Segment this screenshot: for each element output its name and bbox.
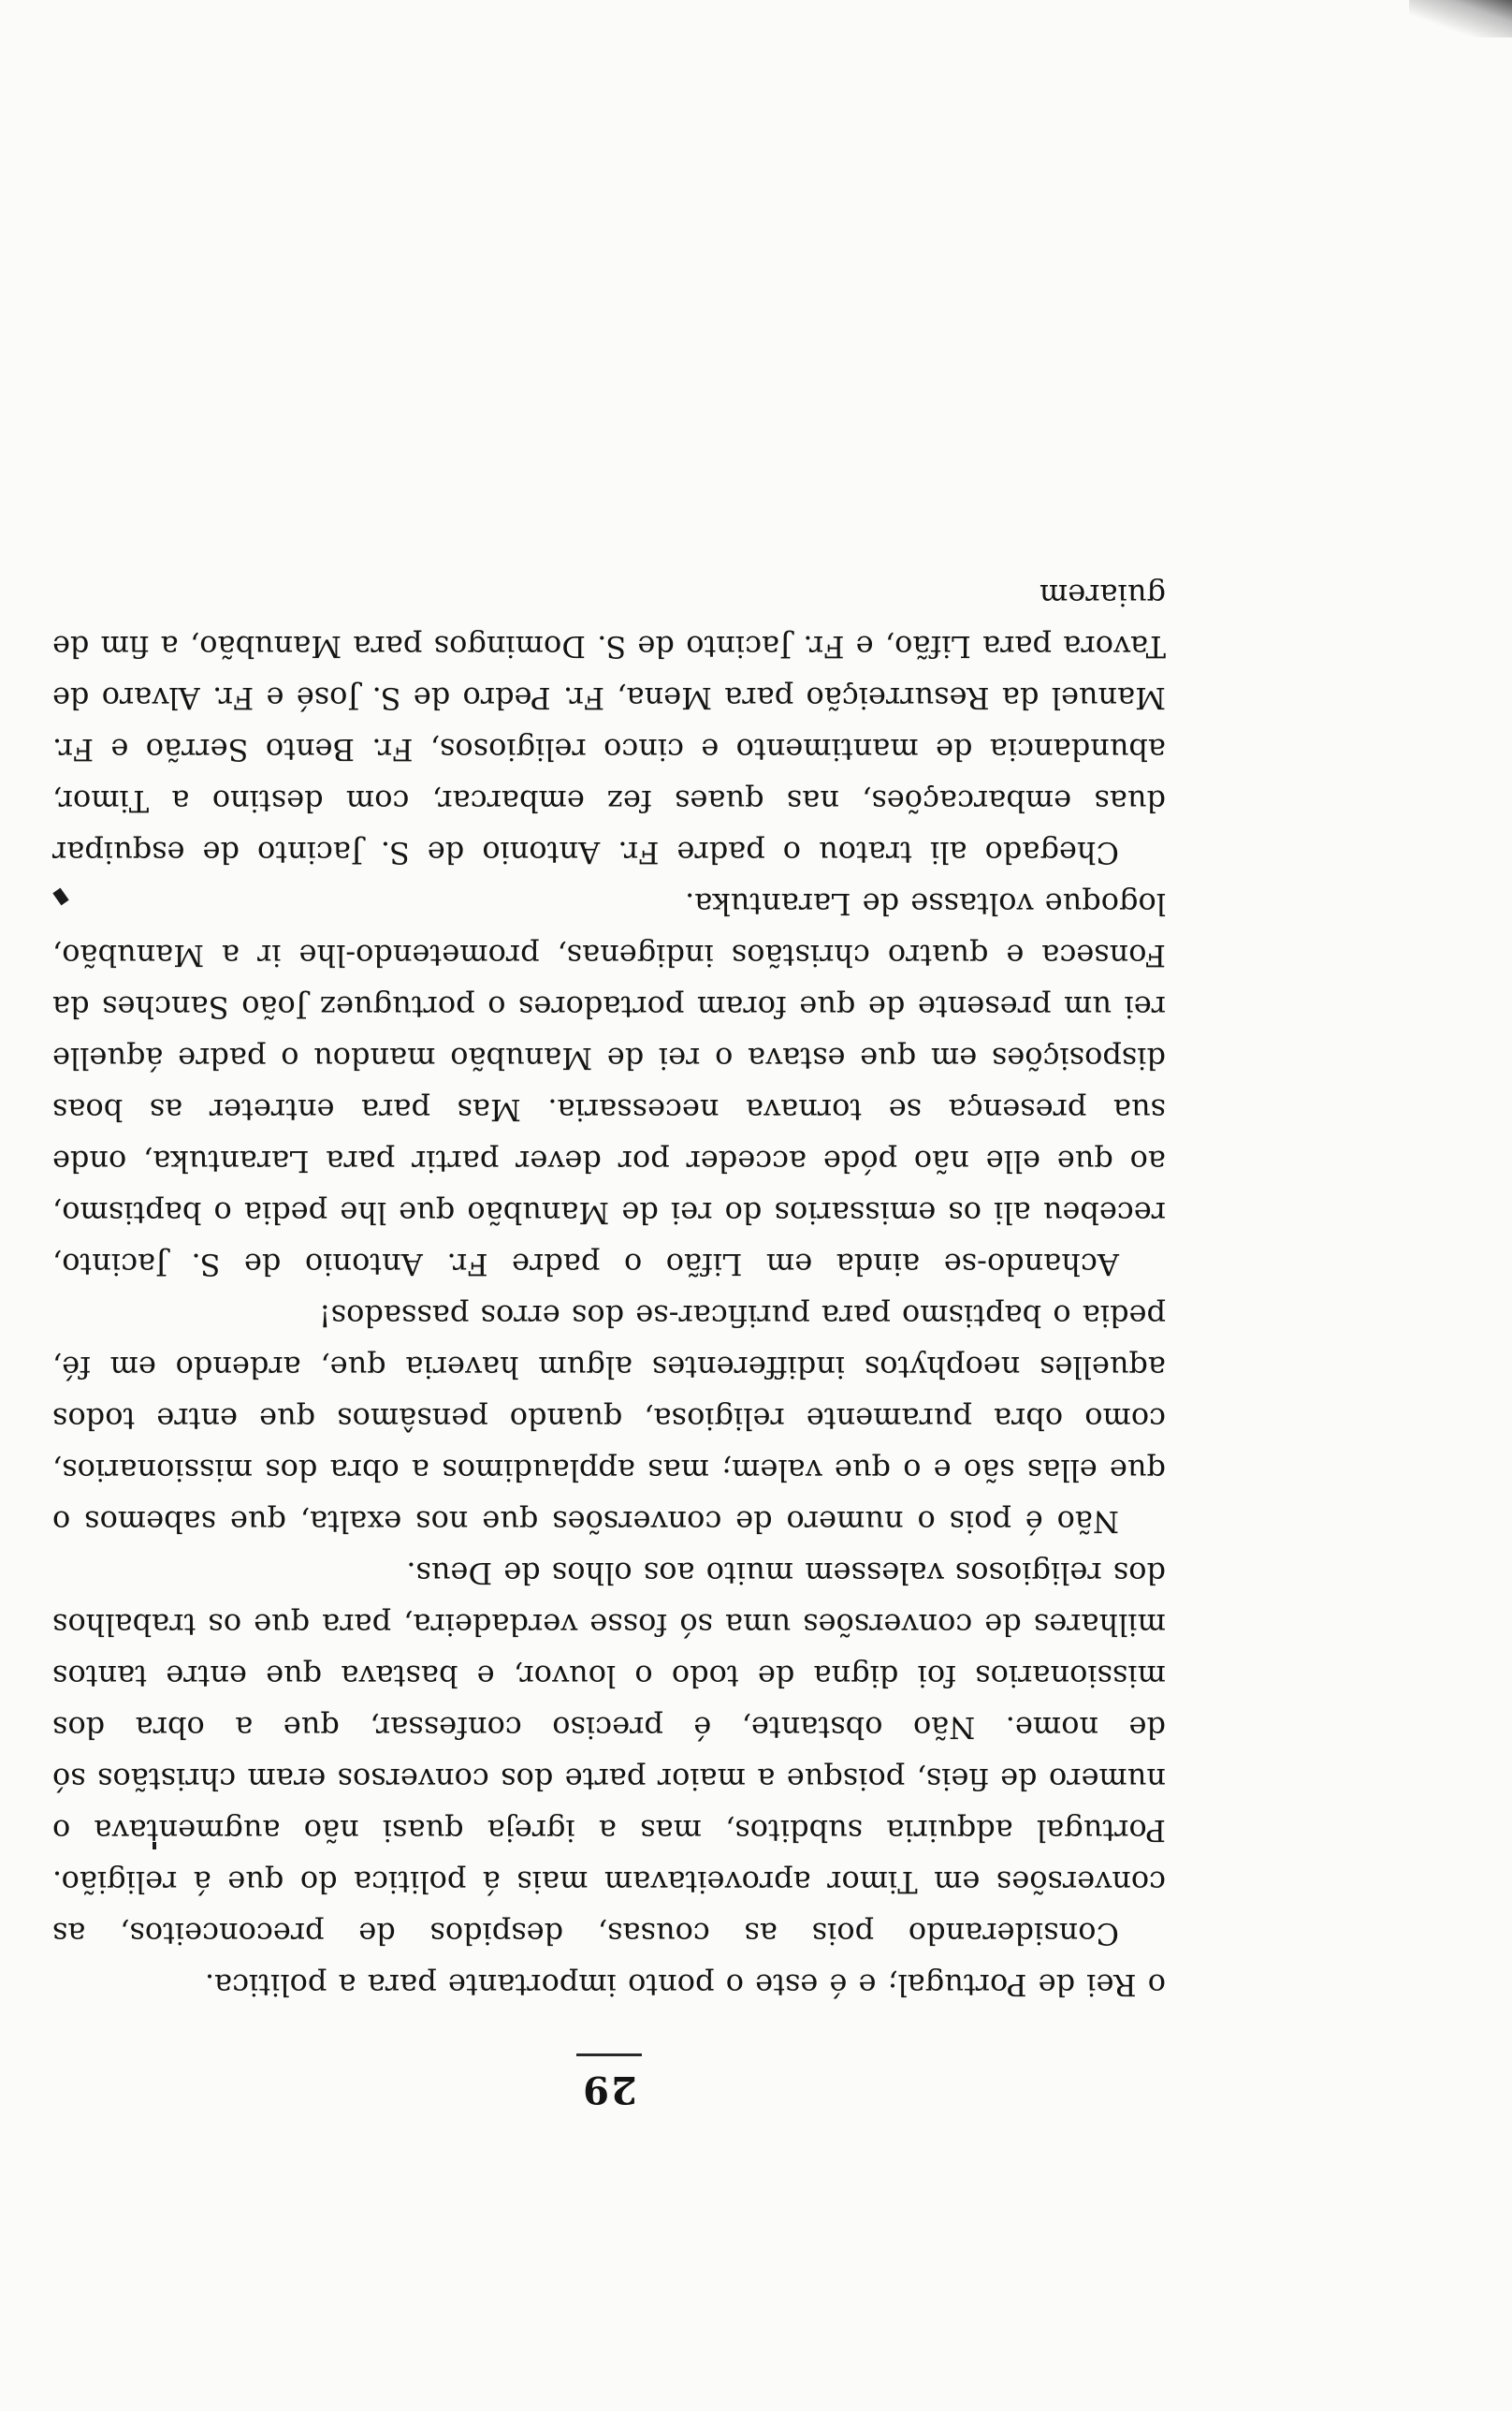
- page-number-rule: [576, 2053, 642, 2056]
- text-block: [52, 569, 1166, 2111]
- paragraph-1: o Rei de Portugal; e é este o ponto importante para a politica.: [204, 1967, 1166, 2003]
- page-number: 29: [581, 2068, 637, 2111]
- paragraph-5: Chegado ali tratou o padre Fr. Antonio de S. Jacinto de esquipar duas embarcações, nas quaes fez embarcar, com destino a Timor, abundancia de mantimento e cinco religiosos, Fr. Bento Serrão e Fr. Manuel da Resurreição para Mena, Fr. Pedro de S. José e Fr. Alvaro de Tavora para Lifão, e Fr. Jacinto de S. Domingos para Manubão, a fim de guiarem: [52, 577, 1166, 870]
- paragraph-4: Achando-se ainda em Lifão o padre Fr. Antonio de S. Jacinto, recebeu ali os emissarios do rei de Manubão que lhe pedia o baptismo, ao que elle não póde acceder por dever partir para Larantuka, onde sua presença se tornava necessaria. Mas para entreter as boas disposições em que estava o rei de Manubão mandou o padre áquelle rei um presente de que foram portadores o portuguez João Sanches da Fonseca e quatro christãos indigenas, prometendo-lhe ir a Manubão, logoque voltasse de Larantuka.: [52, 886, 1166, 1282]
- paragraph-2: Considerando pois as cousas, despidos de preconceitos, as conversões em Timor aproveitavam mais á politica do que á religião. Portugal adquiria subditos, mas a igreja quasi não augmentava o numero de fieis, poisque a maior parte dos conversos eram christãos só de nome. Não obstante, é preciso confessar, que a obra dos missionarios foi digna de todo o louvor, e bastava que entre tantos milhares de conversões uma só fosse verdadeira, para que os trabalhos dos religiosos valessem muito aos olhos de Deus.: [52, 1556, 1166, 1951]
- paragraph-3: Não é pois o numero de conversões que nos exalta, que sabemos o que ellas são e o que valem; mas applaudimos a obra dos missionarios, como obra puramente religiosa, quando pensâmos que entre todos aquelles neophytos indifferentes algum haveria que, ardendo em fé, pedia o baptismo para purificar-se dos erros passados!: [52, 1298, 1166, 1540]
